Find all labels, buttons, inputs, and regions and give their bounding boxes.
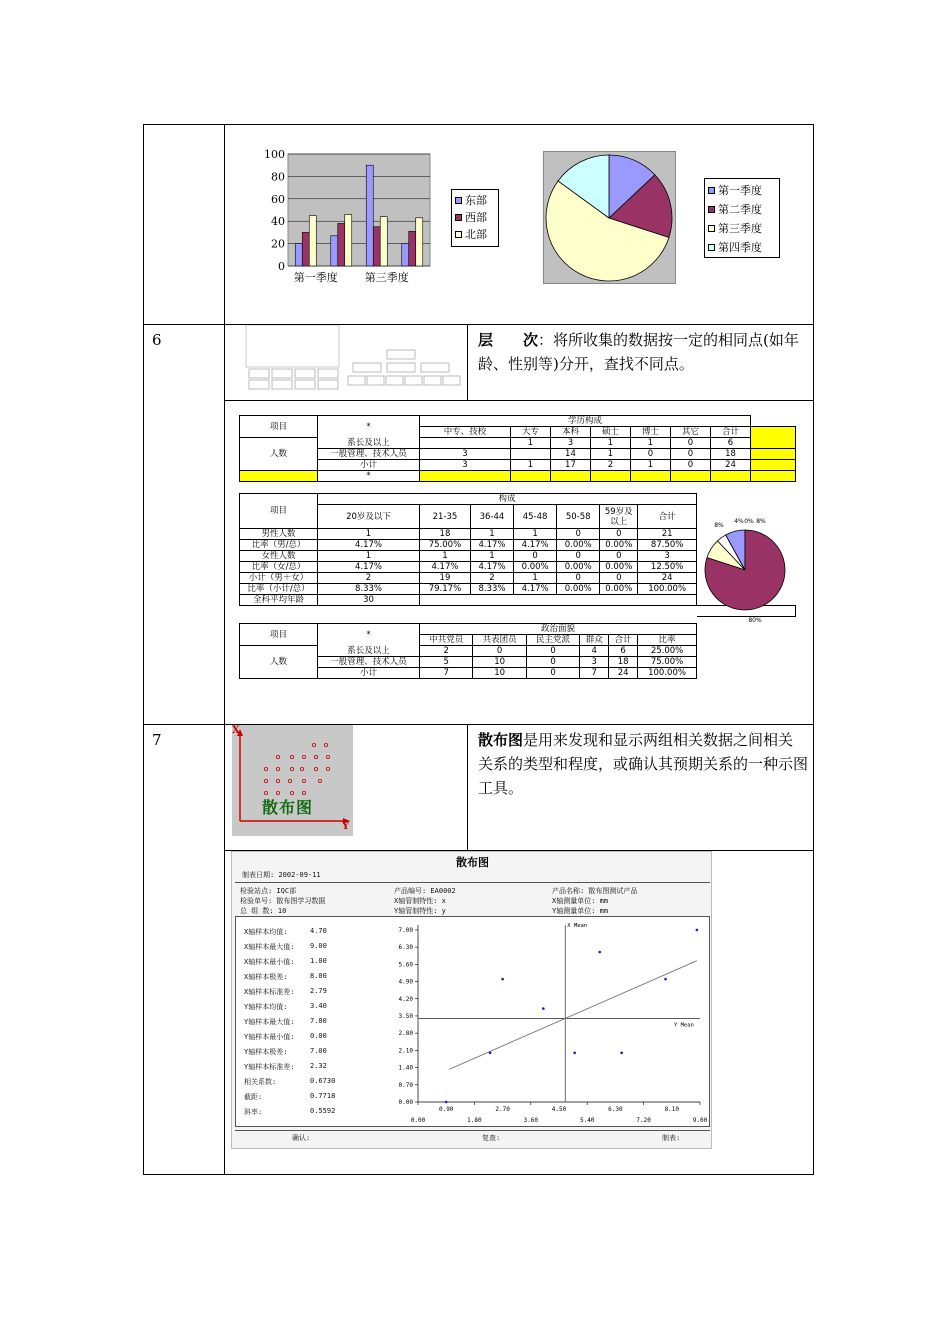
bar [366,165,373,266]
x-tick-label: 8.10 [664,1106,680,1113]
bar [302,232,309,266]
scatter-text: 是用来发现和显示两组相关数据之间相关关系的类型和程度，或确认其预期关系的一种示图工具。 [478,731,809,797]
stat-value: 1.00 [310,957,327,965]
y-tick-label: 5.60 [398,961,413,969]
y-tick-label: 2.80 [398,1030,413,1038]
scatter-point [664,978,667,981]
report-title: 散布图 [456,856,489,869]
stat-value: 2.79 [310,987,327,995]
icon-dot [276,767,279,770]
table-row: 人数 系长及以上 1 3 1 1 0 6 [240,438,796,449]
pie-chart [543,151,676,284]
stat-value: 3.40 [310,1002,327,1010]
scatter-point [445,1101,448,1104]
y-tick-label: 80 [271,170,285,184]
x-tick-label: 3.60 [523,1117,539,1124]
y-tick-label: 3.50 [398,1012,413,1020]
pie-label: 80% [748,617,762,624]
report-date: 制表日期: 2002-09-11 [242,871,321,879]
stat-label: Y轴样本标准差: [244,1063,295,1071]
pie-label: 8% [756,518,766,525]
icon-dot [318,779,321,782]
y-mean-label: Y Mean [674,1022,694,1029]
scatter-point [696,929,699,932]
icon-dot [302,755,305,758]
y-tick-label: 6.30 [398,944,413,952]
table-row: 男性人数 1 18 1 1 0 0 21 [240,529,697,540]
bar [402,244,409,266]
icon-dot [264,767,267,770]
icon-dot [300,767,303,770]
pie-legend [704,178,780,258]
footer-maker: 制表: [662,1134,681,1142]
stat-value: 4.70 [310,927,327,935]
stat-value: 0.6730 [310,1077,336,1085]
table-row: 一般管理、技术人员 3 14 1 0 0 18 [240,449,796,460]
pie-label: 8% [714,522,724,529]
icon-dot [290,767,293,770]
pie-label: 0% [744,518,754,525]
layer-term: 层 次 [478,331,539,349]
icon-x-label: X [232,725,240,736]
scatter-point [620,1052,623,1055]
age-pie-chart [697,510,797,626]
icon-dot [276,755,279,758]
table-row: 女性人数 1 1 1 0 0 0 3 [240,551,697,562]
bar [380,217,387,266]
y-tick-label: 60 [271,192,285,206]
row-number-7: 7 [152,731,162,749]
icon-dot [290,755,293,758]
stat-label: X轴样本极差: [244,973,288,981]
bar [295,244,302,266]
legend-item: 第一季度 [708,181,776,200]
bar [309,216,316,266]
scatter-point [542,1007,545,1010]
bar-chart [258,146,438,286]
icon-dot [326,755,329,758]
bar [338,223,345,266]
scatter-point [598,951,601,954]
y-tick-label: 4.20 [398,995,413,1003]
footer-review: 复查: [482,1134,501,1142]
table-row: 比率（小计/总） 8.33% 79.17% 8.33% 4.17% 0.00% 0.00% 100.00% [240,584,697,595]
x-tick-label: 0.90 [438,1106,454,1113]
icon-dot [312,743,315,746]
stat-label: X轴样本最小值: [244,958,295,966]
table-row: 小计（男＋女） 2 19 2 1 0 0 24 [240,573,697,584]
scatter-term: 散布图 [478,731,524,749]
icon-dot [324,743,327,746]
legend-item: 第三季度 [708,219,776,238]
stat-label: X轴样本标准差: [244,988,295,996]
legend-item: 第四季度 [708,238,776,257]
bar [409,231,416,266]
bar [416,218,423,266]
table-row: 小计 7 10 0 7 24 100.00% [240,668,697,679]
icon-dot [288,779,291,782]
row-number-6: 6 [152,331,162,349]
scatter-icon-image [232,725,353,836]
education-table: 项目 * 学历构成 中专、技校 大专 本科 硕士 博士 其它 合计 人数 系长及以上 1 3 1 1 0 6 一般管理、技术人员 3 14 1 0 0 18 小计 3 1 17 2 1 0 24 * [239,415,796,482]
scatter-point [573,1052,576,1055]
regression-line [449,961,697,1070]
table-row: 比率（女/总） 4.17% 4.17% 4.17% 0.00% 0.00% 0.00% 12.50% [240,562,697,573]
x-tick-label: 第三季度 [364,271,409,284]
icon-y-label: Y [342,821,350,832]
y-tick-label: 1.40 [398,1064,413,1072]
icon-dot [264,779,267,782]
table-row: 一般管理、技术人员 5 10 0 3 18 75.00% [240,657,697,668]
table-row: 人数 系长及以上 2 0 0 4 6 25.00% [240,646,697,657]
stat-value: 0.5592 [310,1107,336,1115]
stat-label: 截距: [244,1093,263,1101]
stat-label: Y轴样本最大值: [244,1018,295,1026]
bar-legend [451,189,499,247]
y-tick-label: 100 [264,148,285,161]
layer-description [478,328,808,376]
political-table: 项目 * 政治面貌 中共党员 共表团员 民主党派 群众 合计 比率 人数 系长及以上 2 0 0 4 6 25.00% 一般管理、技术人员 5 10 0 3 18 75.00% 小计 7 10 0 7 24 100.00% [239,623,697,679]
stat-value: 8.00 [310,972,327,980]
layer-thumbnail [245,325,467,395]
y-tick-label: 0.70 [398,1081,413,1089]
stat-label: Y轴样本极差: [244,1048,288,1056]
stat-label: 斜率: [244,1108,263,1116]
age-table: 项目 构成 20岁及以下 21-35 36-44 45-48 50-58 59岁及以上 合计 男性人数 1 18 1 1 0 0 21 比率（男/总） 4.17% 75.00% 4.17% 4.17% 0.00% 0.00% 87.50% 女性人数 1 1 1 0 0 0 3 比率（女/总） 4.17% 4.17% 4.17% 0.00% 0.00% 0.00% 12.50% 小计（男＋女） 2 19 2 1 0 0 24 比率（小计/总） 8.33% 79.17% 8.33% 4.17% 0.00% 0.00% 100.00% 全科平均年龄 30 [239,493,697,606]
y-tick-label: 7.00 [398,926,413,934]
scatter-point [501,978,504,981]
table-row: 比率（男/总） 4.17% 75.00% 4.17% 4.17% 0.00% 0.00% 87.50% [240,540,697,551]
legend-item: 东部 [455,192,495,209]
stat-value: 7.00 [310,1047,327,1055]
x-tick-label: 7.20 [636,1117,651,1124]
layer-text: ：将所收集的数据按一定的相同点(如年龄、性别等)分开，查找不同点。 [478,331,799,373]
stat-label: X轴样本均值: [244,928,288,936]
y-tick-label: 20 [271,237,285,251]
legend-item: 西部 [455,209,495,226]
x-tick-label: 6.30 [608,1106,623,1113]
bar [331,236,338,266]
y-tick-label: 40 [271,215,285,229]
scatter-report: 散布图 制表日期: 2002-09-11 检验站点: IQC部 产品编号: EA0002 产品名称: 散布图测试产品 检验单号: 散布图学习数据 X轴管制特性: x X轴测量单位: mm 总 组 数: 10 Y轴管制特性: y Y轴测量单位: mm X轴样本均值: 4.70 X轴样本最大值: 9.00 X轴样本最小值: 1.00 X轴样本极差: 8.00 X轴样本标准差: 2.79 Y轴样本均值: 3.40 Y轴样本最大值: 7.00 Y轴样本最小值: 0.00 Y轴样本极差: 7.00 Y轴样本标准差: 2.32 相关系数: 0.6730 截距: 0.7718 斜率: 0.5592 0.00 0.70 1.40 2.10 2.80 3.50 4.20 4.90 5.60 6.30 7.00 0.90 2.70 4.50 6.30 8.10 0.00 1.80 3.60 5.40 7.20 9.00 X Mean Y Mean 确认: 复查: 制表: [231,851,712,1149]
x-tick-label: 5.40 [579,1117,595,1124]
stat-value: 9.00 [310,942,327,950]
scatter-chart [382,917,710,1127]
stat-label: Y轴样本均值: [244,1003,288,1011]
x-tick-label: 2.70 [495,1106,510,1113]
footer-confirm: 确认: [292,1134,311,1142]
legend-item: 第二季度 [708,200,776,219]
x-tick-label: 第一季度 [293,271,338,284]
pie-label: 4% [734,518,744,525]
scatter-point [489,1052,492,1055]
icon-dot [326,767,329,770]
y-tick-label: 0.00 [398,1099,413,1106]
y-tick-label: 4.90 [398,978,413,986]
stat-value: 0.7718 [310,1092,336,1100]
icon-caption: 散布图 [262,798,314,817]
scatter-description [478,728,808,800]
icon-dot [276,779,279,782]
icon-dot [314,755,317,758]
legend-item: 北部 [455,226,495,243]
x-tick-label: 0.00 [410,1117,426,1124]
stat-value: 7.00 [310,1017,327,1025]
stat-label: Y轴样本最小值: [244,1033,295,1041]
y-tick-label: 0 [278,260,285,273]
bar [345,214,352,266]
bar [373,227,380,266]
x-mean-label: X Mean [567,923,588,929]
stat-value: 2.32 [310,1062,327,1070]
x-tick-label: 9.00 [692,1117,708,1124]
x-tick-label: 4.50 [551,1106,567,1113]
table-row: 小计 3 1 17 2 1 0 24 [240,460,796,471]
icon-dot [302,779,305,782]
stat-label: X轴样本最大值: [244,943,295,951]
x-tick-label: 1.80 [467,1117,482,1124]
y-tick-label: 2.10 [398,1047,413,1055]
stat-label: 相关系数: [244,1078,277,1086]
icon-dot [314,767,317,770]
stat-value: 0.00 [310,1032,327,1040]
